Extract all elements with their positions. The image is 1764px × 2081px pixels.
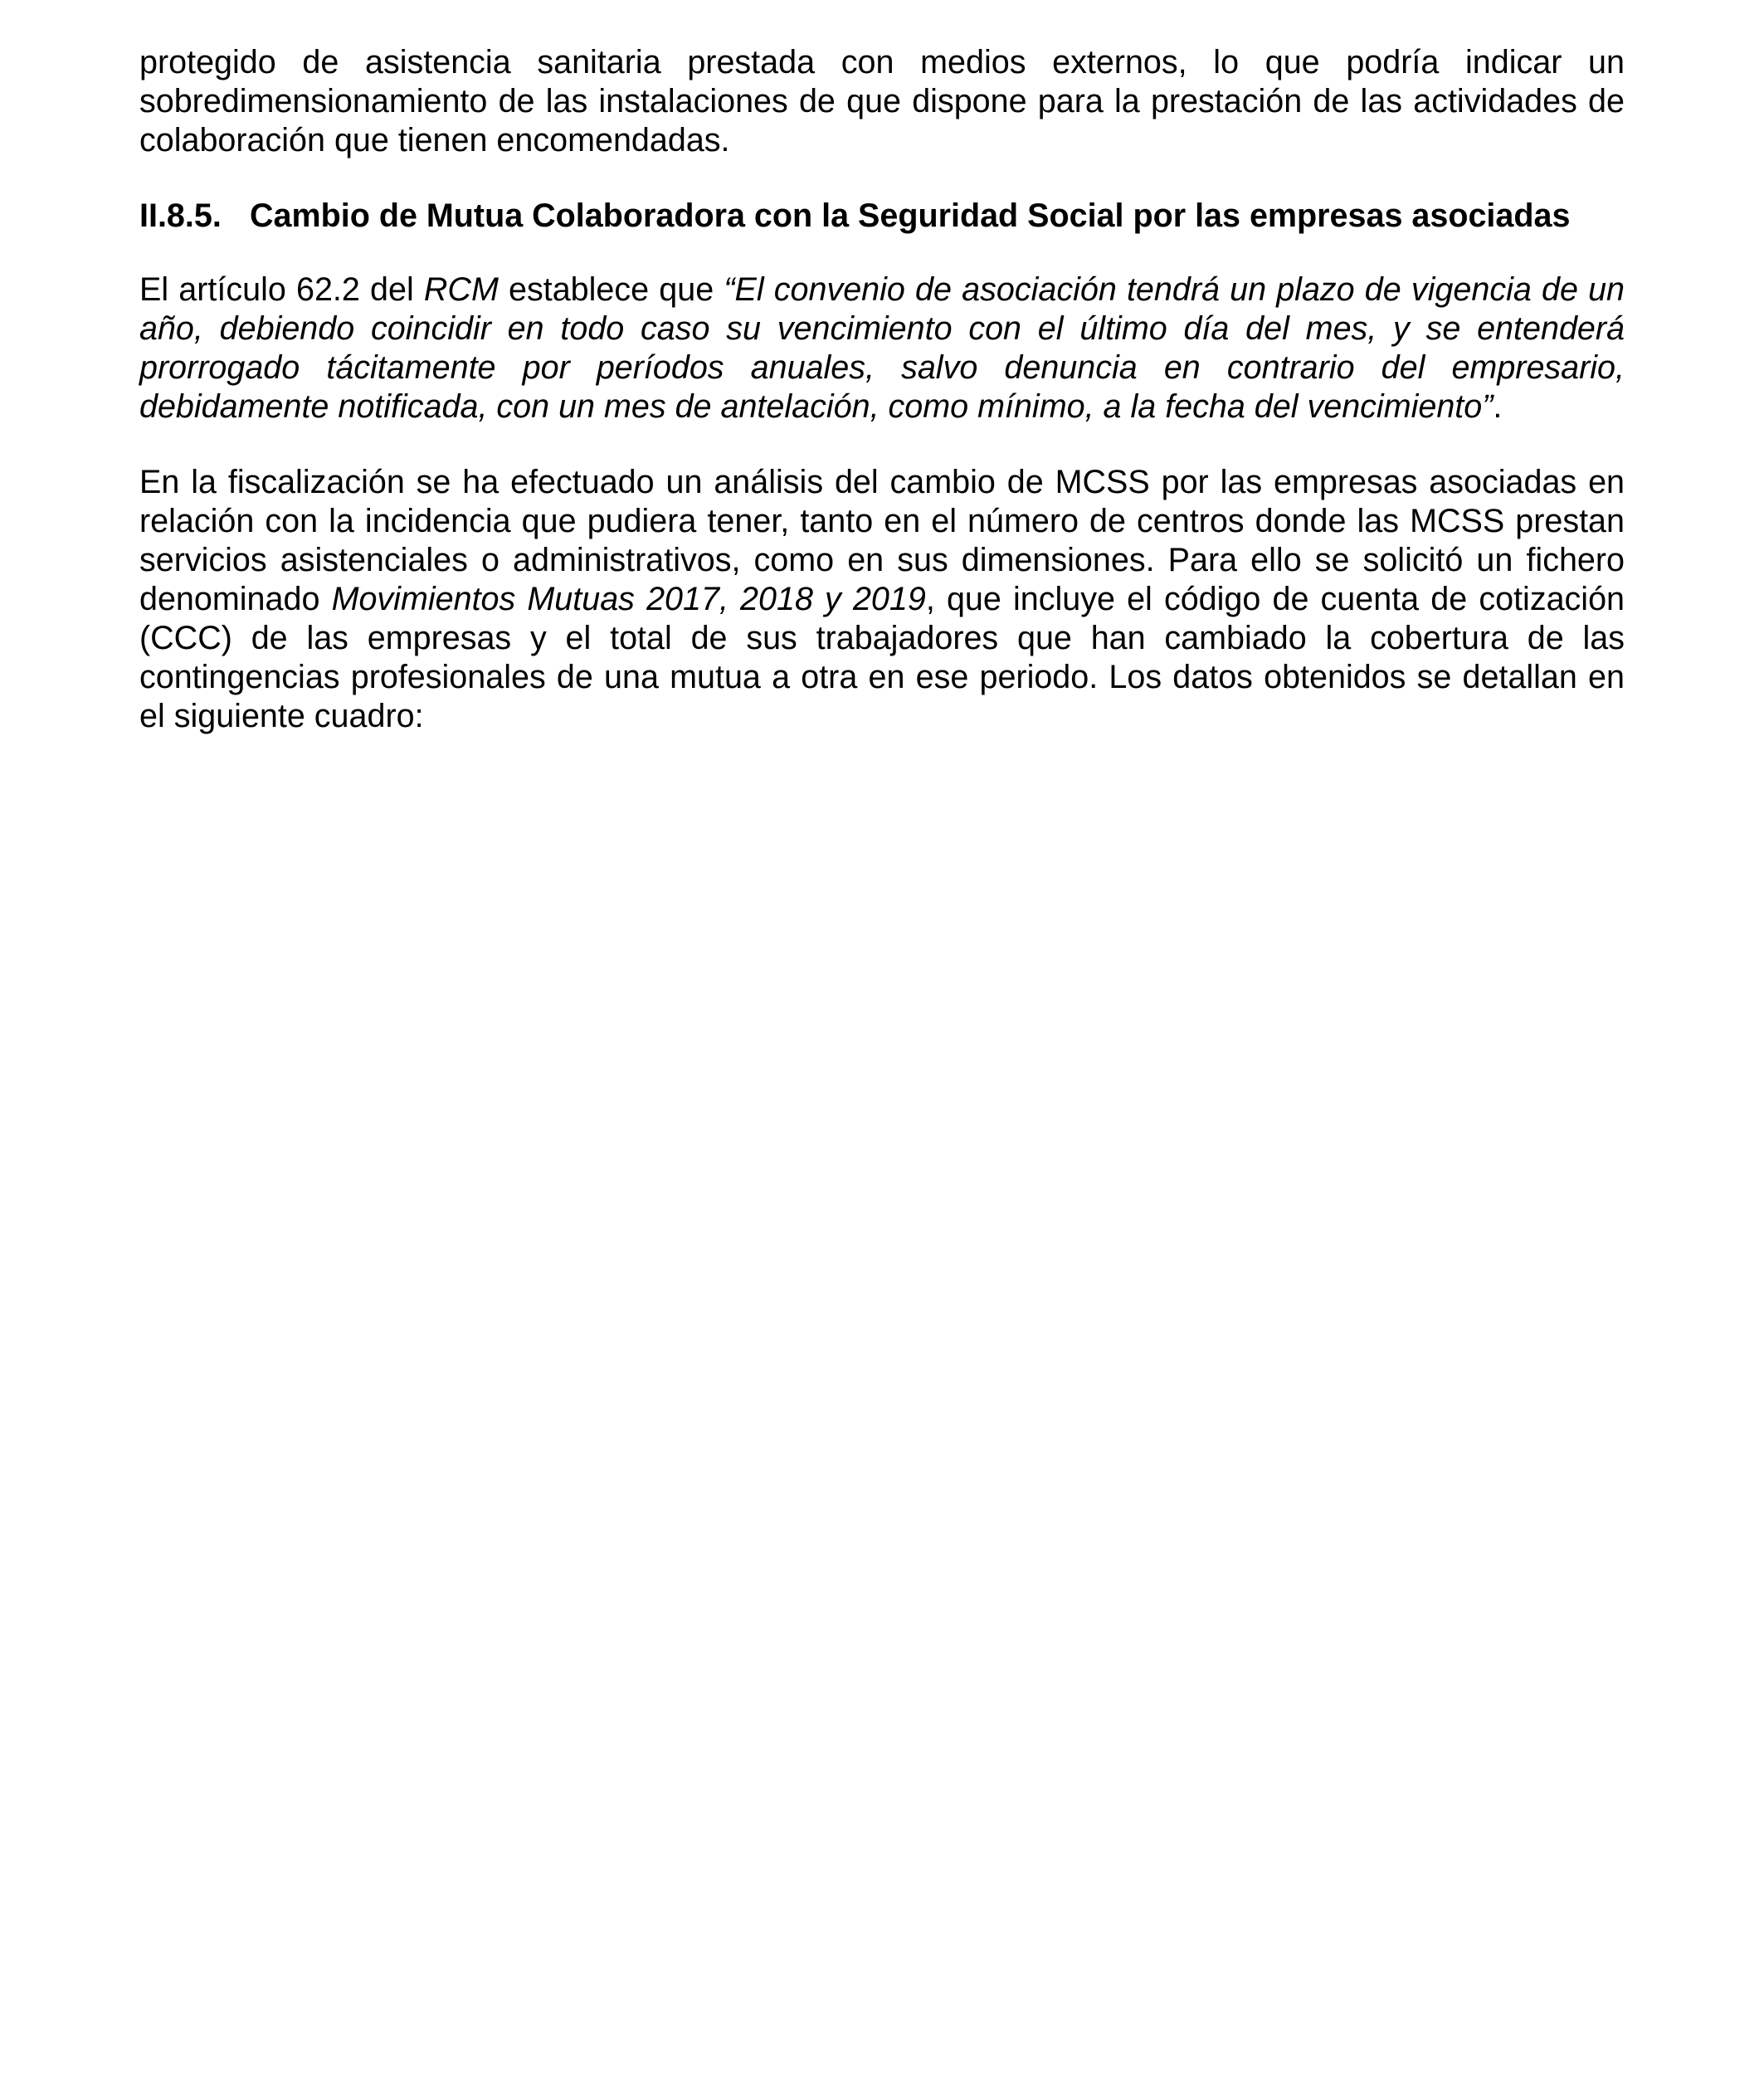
spacer bbox=[139, 160, 1625, 197]
section-number: II.8.5. bbox=[139, 197, 222, 234]
paragraph-article-quote bbox=[139, 270, 1625, 426]
paragraph-1-text: protegido de asistencia sanitaria prestada con medios externos, lo que podría indicar un sobredimensionamiento de las instalaciones de que dispone para la prestación de las actividades de colaboración que tienen encomendadas. bbox=[139, 44, 1625, 158]
file-name: Movimientos Mutuas 2017, 2018 y 2019 bbox=[331, 581, 926, 617]
spacer bbox=[139, 426, 1625, 463]
paragraph-continuation bbox=[139, 43, 1625, 160]
section-title: Cambio de Mutua Colaboradora con la Seguridad Social por las empresas asociadas bbox=[250, 197, 1571, 234]
spacer bbox=[139, 236, 1625, 270]
section-heading bbox=[139, 197, 1625, 236]
paragraph-2-lead: El artículo 62.2 del bbox=[139, 271, 424, 308]
paragraph-analysis bbox=[139, 463, 1625, 736]
rcm-abbreviation: RCM bbox=[423, 271, 499, 308]
paragraph-3-lead: En la fiscalización se ha efectuado un análisis del cambio de MCSS por las empresas asociadas en relación con la incidencia que pudiera tener, tanto en el número de centros donde las MCSS prestan servicios asistenciales o administrativos, como en sus dimensiones. Para ello se solicitó un fichero denominado bbox=[139, 464, 1625, 617]
paragraph-2-mid: establece que bbox=[498, 271, 724, 308]
legal-quote: “El convenio de asociación tendrá un plazo de vigencia de un año, debiendo coincidir en todo caso su vencimiento con el último día del mes, y se entenderá prorrogado tácitamente por períodos anuales, salvo denuncia en contrario del empresario, debidamente notificada, con un mes de antelación, como mínimo, a la fecha del vencimiento” bbox=[139, 271, 1625, 425]
paragraph-2-end: . bbox=[1493, 388, 1503, 425]
paragraph-3-tail: , que incluye el código de cuenta de cotización (CCC) de las empresas y el total de sus trabajadores que han cambiado la cobertura de las contingencias profesionales de una mutua a otra en ese periodo. Los datos obtenidos se detallan en el siguiente cuadro: bbox=[139, 581, 1625, 734]
document-page bbox=[139, 43, 1625, 736]
